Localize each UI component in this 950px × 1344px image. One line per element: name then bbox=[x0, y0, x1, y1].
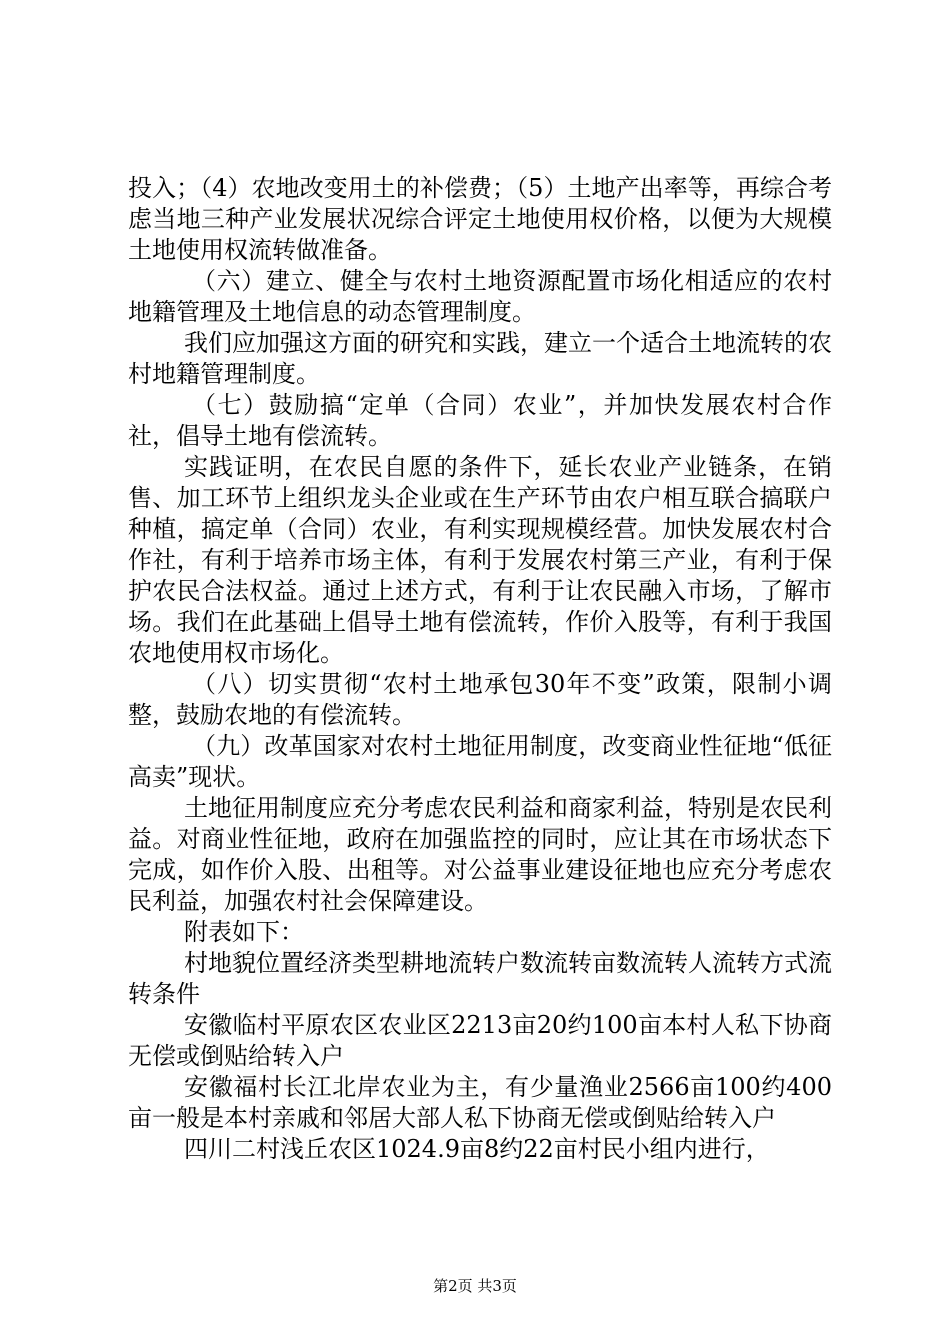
paragraph-12: 安徽福村长江北岸农业为主，有少量渔业2566亩100约400亩一般是本村亲戚和邻居大部人私下协商无偿或倒贴给转入户 bbox=[128, 1073, 832, 1132]
paragraph-4: （七）鼓励搞“定单（合同）农业”，并加快发展农村合作社，倡导土地有偿流转。 bbox=[128, 391, 832, 450]
paragraph-8: 土地征用制度应充分考虑农民利益和商家利益，特别是农民利益。对商业性征地，政府在加强监控的同时，应让其在市场状态下完成，如作价入股、出租等。对公益事业建设征地也应充分考虑农民利益，加强农村社会保障建设。 bbox=[128, 794, 832, 915]
paragraph-10: 村地貌位置经济类型耕地流转户数流转亩数流转人流转方式流转条件 bbox=[128, 949, 832, 1008]
page-footer: 第2页 共3页 bbox=[433, 1277, 517, 1295]
document-body bbox=[128, 173, 832, 1165]
paragraph-1: 投入；（4）农地改变用土的补偿费；（5）土地产出率等，再综合考虑当地三种产业发展状况综合评定土地使用权价格，以便为大规模土地使用权流转做准备。 bbox=[128, 174, 832, 264]
paragraph-2: （六）建立、健全与农村土地资源配置市场化相适应的农村地籍管理及土地信息的动态管理制度。 bbox=[128, 267, 832, 326]
paragraph-7: （九）改革国家对农村土地征用制度，改变商业性征地“低征高卖”现状。 bbox=[128, 732, 832, 791]
paragraph-13: 四川二村浅丘农区1024.9亩8约22亩村民小组内进行， bbox=[184, 1135, 770, 1163]
paragraph-9: 附表如下： bbox=[184, 918, 304, 946]
paragraph-5: 实践证明，在农民自愿的条件下，延长农业产业链条，在销售、加工环节上组织龙头企业或在生产环节由农户相互联合搞联户种植，搞定单（合同）农业，有利实现规模经营。加快发展农村合作社，有利于培养市场主体，有利于发展农村第三产业，有利于保护农民合法权益。通过上述方式，有利于让农民融入市场，了解市场。我们在此基础上倡导土地有偿流转，作价入股等，有利于我国农地使用权市场化。 bbox=[128, 453, 832, 667]
paragraph-11: 安徽临村平原农区农业区2213亩20约100亩本村人私下协商无偿或倒贴给转入户 bbox=[128, 1011, 832, 1070]
paragraph-3: 我们应加强这方面的研究和实践，建立一个适合土地流转的农村地籍管理制度。 bbox=[128, 329, 832, 388]
paragraph-6: （八）切实贯彻“农村土地承包30年不变”政策，限制小调整，鼓励农地的有偿流转。 bbox=[128, 670, 832, 729]
